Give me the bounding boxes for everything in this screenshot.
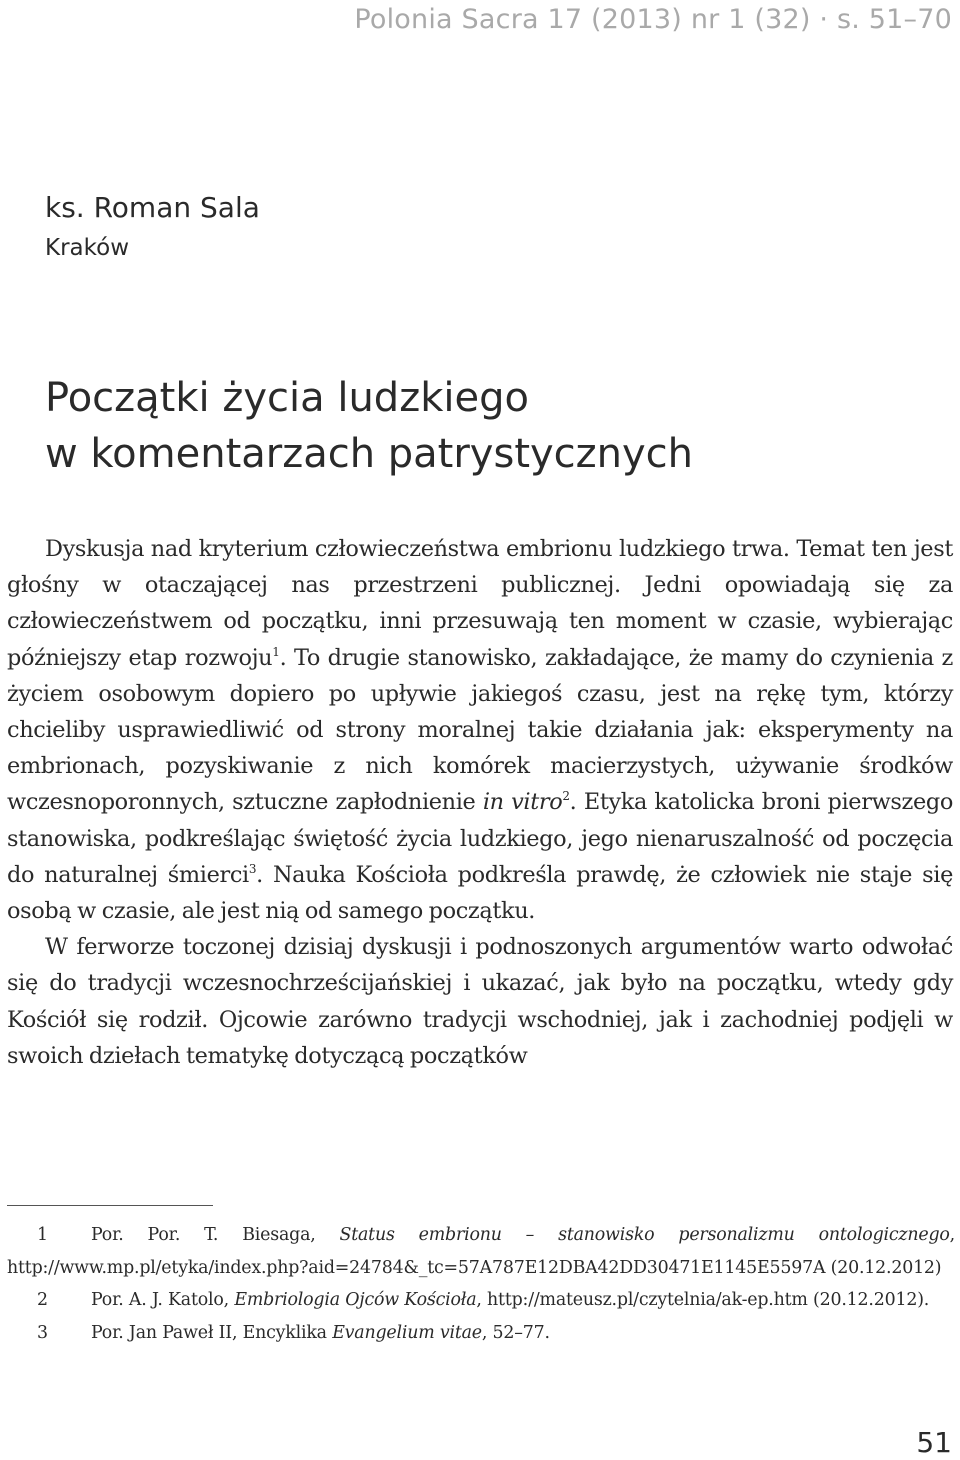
page-number: 51 [916, 1426, 952, 1459]
body-text-segment: Dyskusja nad kryterium człowieczeństwa embrionu ludzkiego trwa. Temat ten jest głośny w otaczającej nas przestrzeni publicznej. Jedni opowiadają się za człowieczeństwem od początku, inni przesuwają ten moment w czasie, wybierając późniejszy etap rozwoju [7, 536, 953, 671]
footnote-2 [7, 1284, 955, 1317]
body-text-segment: . Etyka katolicka broni pierwszego stanowiska, podkreślając świętość życia ludzkiego, jego nienaruszalność od poczęcia do naturalnej śmierci [7, 789, 953, 888]
article-title [45, 370, 693, 482]
footnote-number: 2 [37, 1290, 48, 1310]
article-title-line-1: Początki życia ludzkiego [45, 375, 529, 421]
footnote-text: , 52–77. [481, 1322, 550, 1343]
footnotes [7, 1219, 955, 1349]
body-text-segment: . To drugie stanowisko, zakładające, że mamy do czynienia z życiem osobowym dopiero po upływie jakiegoś czasu, jest na rękę tym, którzy chcieliby usprawiedliwić od strony moralnej takie działania jak: eksperymenty na embrionach, pozyskiwanie z nich komórek macierzystych, używanie środków wczesnoporonnych, sztuczne zapłodnienie [7, 644, 953, 816]
footnote-italic-title: Status embrionu – stanowisko personalizmu ontologicznego [339, 1225, 950, 1245]
footnote-text: , http://www.mp.pl/etyka/index.php?aid=24784&_tc=57A787E12DBA42DD30471E1145E5597A (20.12.2012) [7, 1225, 955, 1278]
footnote-number: 1 [37, 1225, 48, 1245]
body-paragraph-2: W ferworze toczonej dzisiaj dyskusji i podnoszonych argumentów warto odwołać się do tradycji wczesnochrześcijańskiej i ukazać, jak było na początku, wtedy gdy Kościół się rodził. Ojcowie zarówno tradycji wschodniej, jak i zachodniej podjęli w swoich dziełach tematykę dotyczącą początków [7, 934, 953, 1069]
footnote-3 [7, 1317, 955, 1350]
article-title-line-2: w komentarzach patrystycznych [45, 431, 694, 477]
author-name: ks. Roman Sala [45, 191, 260, 224]
footnote-text: Por. Por. T. Biesaga, [91, 1225, 340, 1245]
author-place: Kraków [45, 235, 130, 261]
footnote-ref-3[interactable]: 3 [248, 861, 257, 876]
footnote-text: Por. Jan Paweł II, Encyklika [91, 1322, 333, 1343]
footnote-ref-2[interactable]: 2 [562, 789, 570, 804]
footnote-1 [7, 1219, 955, 1284]
running-head: Polonia Sacra 17 (2013) nr 1 (32) · s. 51–70 [354, 4, 952, 35]
footnote-italic-title: Evangelium vitae [332, 1322, 482, 1343]
footnote-italic-title: Embriologia Ojców Kościoła [234, 1290, 477, 1310]
footnote-ref-1[interactable]: 1 [272, 644, 280, 659]
footnote-divider [7, 1205, 213, 1206]
footnote-number: 3 [37, 1322, 48, 1343]
article-body [7, 531, 953, 1074]
footnote-text: , http://mateusz.pl/czytelnia/ak-ep.htm (20.12.2012). [476, 1290, 930, 1310]
body-text-segment: . Nauka Kościoła podkreśla prawdę, że człowiek nie staje się osobą w czasie, ale jest nią od samego początku. [7, 861, 953, 925]
body-paragraph-1 [7, 531, 953, 929]
italic-term: in vitro [482, 789, 563, 816]
footnote-text: Por. A. J. Katolo, [91, 1290, 235, 1310]
